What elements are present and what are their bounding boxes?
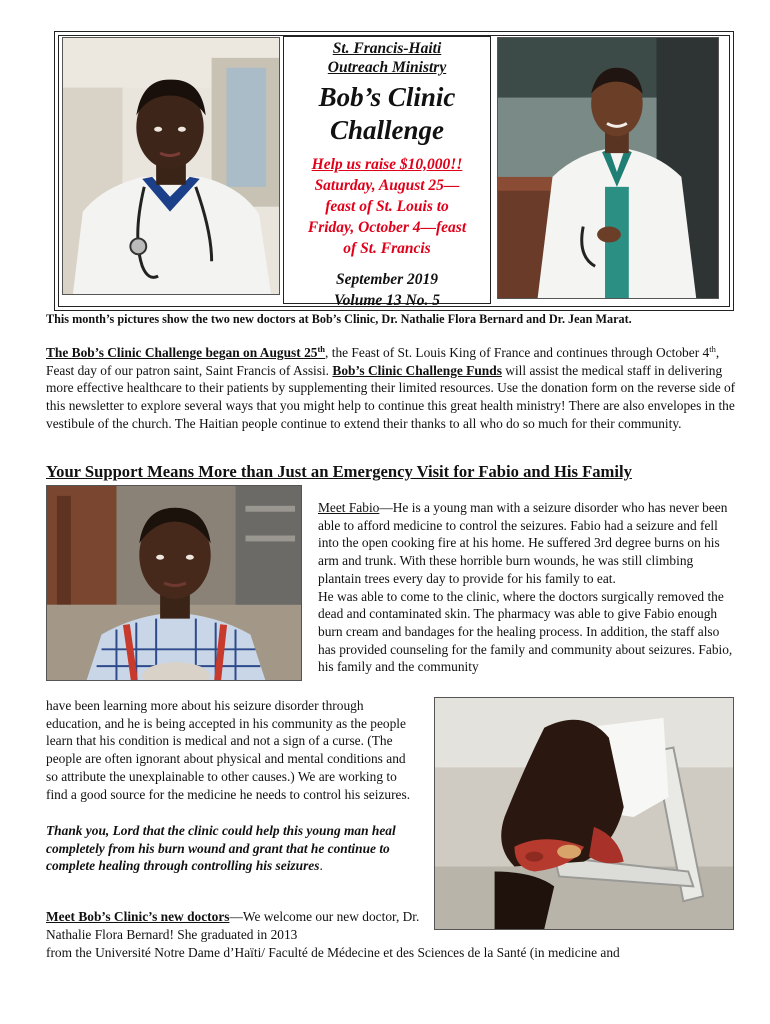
fabio-portrait-photo	[46, 485, 302, 681]
new-doctors-paragraph: Meet Bob’s Clinic’s new doctors—We welcome our new doctor, Dr. Nathalie Flora Bernard! She graduated in 2013	[46, 909, 420, 942]
photo-caption: This month’s pictures show the two new doctors at Bob’s Clinic, Dr. Nathalie Flora Bernard and Dr. Jean Marat.	[46, 312, 632, 326]
doctor-nathalie-photo	[62, 37, 280, 295]
fabio-story-right-column: Meet Fabio—He is a young man with a seizure disorder who has never been able to afford medicine to control the seizures. Fabio had a seizure and fell into the open cooking fire at his home. He suffered 3rd degree burns on his arm and trunk. With these horrible burn wounds, he was still climbing plantain trees every day to provide for his family to eat. He was able to come to the clinic, where the doctors surgically removed the dead and contaminated skin. The pharmacy was able to give Fabio enough burn cream and bandages for the healing process. In addition, the staff also has provided counseling for the family and community about seizures. Fabio, his family and the community	[318, 500, 733, 675]
org-name-line1: St. Francis-Haiti	[332, 40, 442, 57]
doctor-jean-photo	[497, 37, 719, 299]
campaign-dates-line1: Saturday, August 25—	[314, 177, 460, 194]
section-heading-fabio: Your Support Means More than Just an Emergency Visit for Fabio and His Family	[46, 462, 632, 481]
meet-fabio-label: Meet Fabio	[318, 500, 380, 515]
issue-volume: Volume 13 No. 5	[334, 292, 440, 309]
thanksgiving-prayer: Thank you, Lord that the clinic could help this young man heal completely from his burn wound and grant that he continue to complete healing through controlling his seizures.	[46, 823, 396, 874]
meet-doctors-label: Meet Bob’s Clinic’s new doctors	[46, 909, 230, 924]
masthead-title-box	[283, 36, 491, 309]
fabio-burn-wound-photo	[434, 697, 734, 930]
new-doctors-paragraph-continued: from the Université Notre Dame d’Haïti/ Faculté de Médecine et des Sciences de la Santé (in medicine and	[46, 945, 620, 960]
fabio-story-continued: have been learning more about his seizure disorder through education, and he is being accepted in his community as the people learn that his condition is medical and not a sign of a curse. (The people are often ignorant about physical and mental conditions and so attribute the unexplainable to other causes.) We are working to find a good source for the medicine he needs to control his seizures.	[46, 698, 411, 802]
intro-lead: The Bob’s Clinic Challenge began on August 25th	[46, 344, 326, 360]
campaign-dates-line4: of St. Francis	[343, 240, 431, 257]
challenge-funds-emphasis: Bob’s Clinic Challenge Funds	[332, 362, 502, 378]
intro-paragraph: The Bob’s Clinic Challenge began on August 25th, the Feast of St. Louis King of France and continues through October 4th, Feast day of our patron saint, Saint Francis of Assisi. Bob’s Clinic Challenge Funds will assist the medical staff in delivering more effective healthcare to their patients by supplementing their limited resources. Use the donation form on the reverse side of this newsletter to explore several ways that you might help to continue this great health ministry! There are also envelopes in the vestibule of the church. The Haitian people continue to extend their thanks to all who do so much for their community.	[46, 344, 736, 431]
newsletter-title-line1: Bob’s Clinic	[318, 82, 456, 112]
campaign-dates-line3: Friday, October 4—feast	[307, 219, 467, 236]
campaign-dates-line2: feast of St. Louis to	[325, 198, 449, 215]
org-name-line2: Outreach Ministry	[327, 59, 447, 76]
fundraising-goal: Help us raise $10,000!!	[311, 156, 463, 173]
issue-date: September 2019	[335, 271, 439, 288]
newsletter-title-line2: Challenge	[329, 115, 444, 145]
